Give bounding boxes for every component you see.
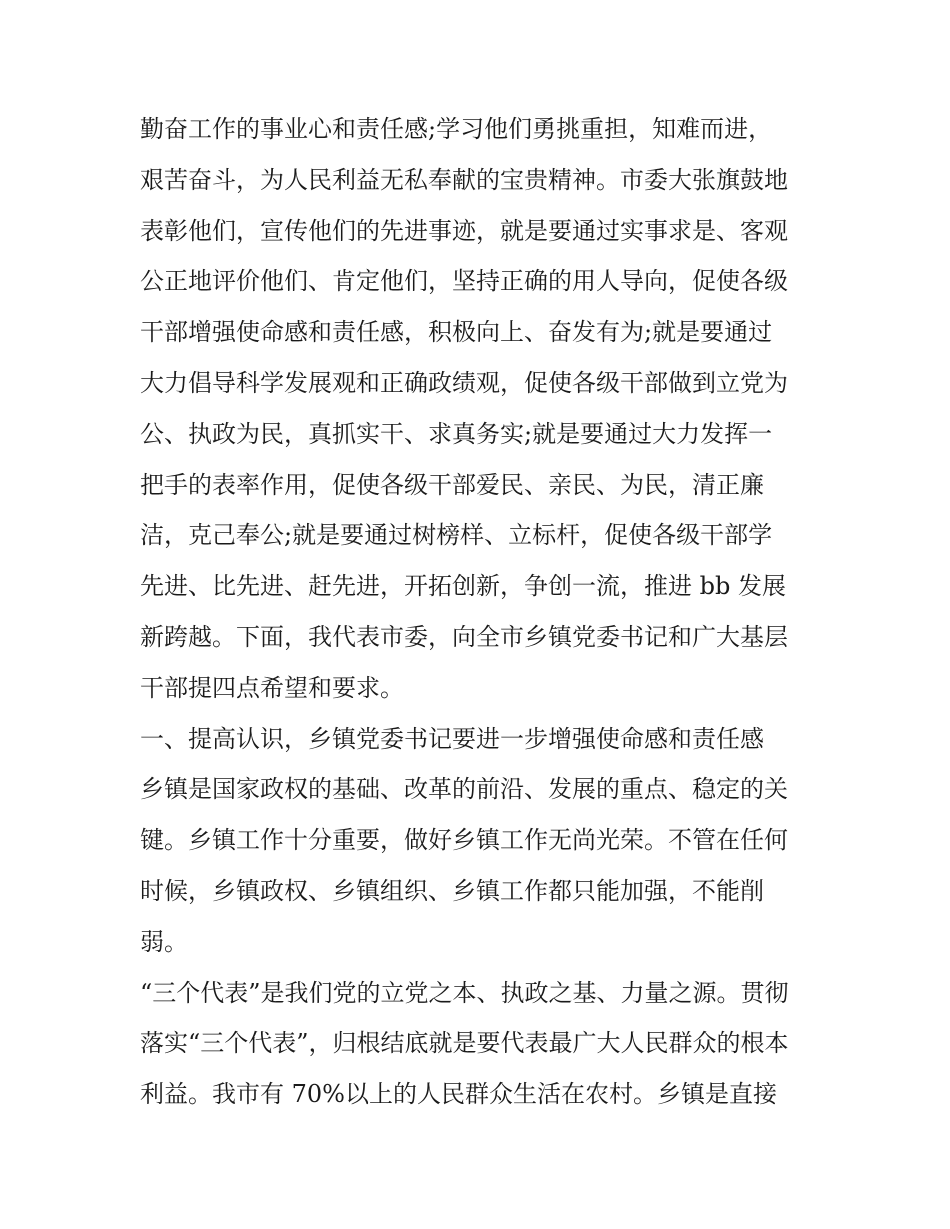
text-line: 乡镇是国家政权的基础、改革的前沿、发展的重点、稳定的关 [140, 775, 788, 804]
section-heading: 一、提高认识，乡镇党委书记要进一步增强使命感和责任感 [140, 724, 764, 753]
text-line: 干部增强使命感和责任感，积极向上、奋发有为;就是要通过 [140, 318, 773, 347]
text-line: 干部提四点希望和要求。 [140, 673, 404, 702]
text-line: 大力倡导科学发展观和正确政绩观，促使各级干部做到立党为 [140, 368, 788, 397]
text-line: 公、执政为民，真抓实干、求真务实;就是要通过大力发挥一 [140, 419, 773, 448]
text-line: 时候，乡镇政权、乡镇组织、乡镇工作都只能加强，不能削 [140, 876, 764, 905]
text-line: 洁，克己奉公;就是要通过树榜样、立标杆，促使各级干部学 [140, 521, 773, 550]
text-line: 新跨越。下面，我代表市委，向全市乡镇党委书记和广大基层 [140, 622, 788, 651]
text-line: 公正地评价他们、肯定他们，坚持正确的用人导向，促使各级 [140, 267, 788, 296]
text-line: 艰苦奋斗，为人民利益无私奉献的宝贵精神。市委大张旗鼓地 [140, 165, 788, 194]
text-line: 利益。我市有 70%以上的人民群众生活在农村。乡镇是直接 [140, 1080, 777, 1109]
text-line: 表彰他们，宣传他们的先进事迹，就是要通过实事求是、客观 [140, 216, 788, 245]
text-line: 先进、比先进、赶先进，开拓创新，争创一流，推进 bb 发展 [140, 572, 786, 601]
text-line: 落实“三个代表”，归根结底就是要代表最广大人民群众的根本 [140, 1029, 789, 1058]
text-line: 键。乡镇工作十分重要，做好乡镇工作无尚光荣。不管在任何 [140, 826, 788, 855]
text-line: “三个代表”是我们党的立党之本、执政之基、力量之源。贯彻 [140, 978, 789, 1007]
text-line: 弱。 [140, 927, 188, 956]
document-body [140, 104, 820, 1120]
text-line: 勤奋工作的事业心和责任感;学习他们勇挑重担，知难而进， [140, 115, 773, 143]
text-line: 把手的表率作用，促使各级干部爱民、亲民、为民，清正廉 [140, 470, 764, 499]
